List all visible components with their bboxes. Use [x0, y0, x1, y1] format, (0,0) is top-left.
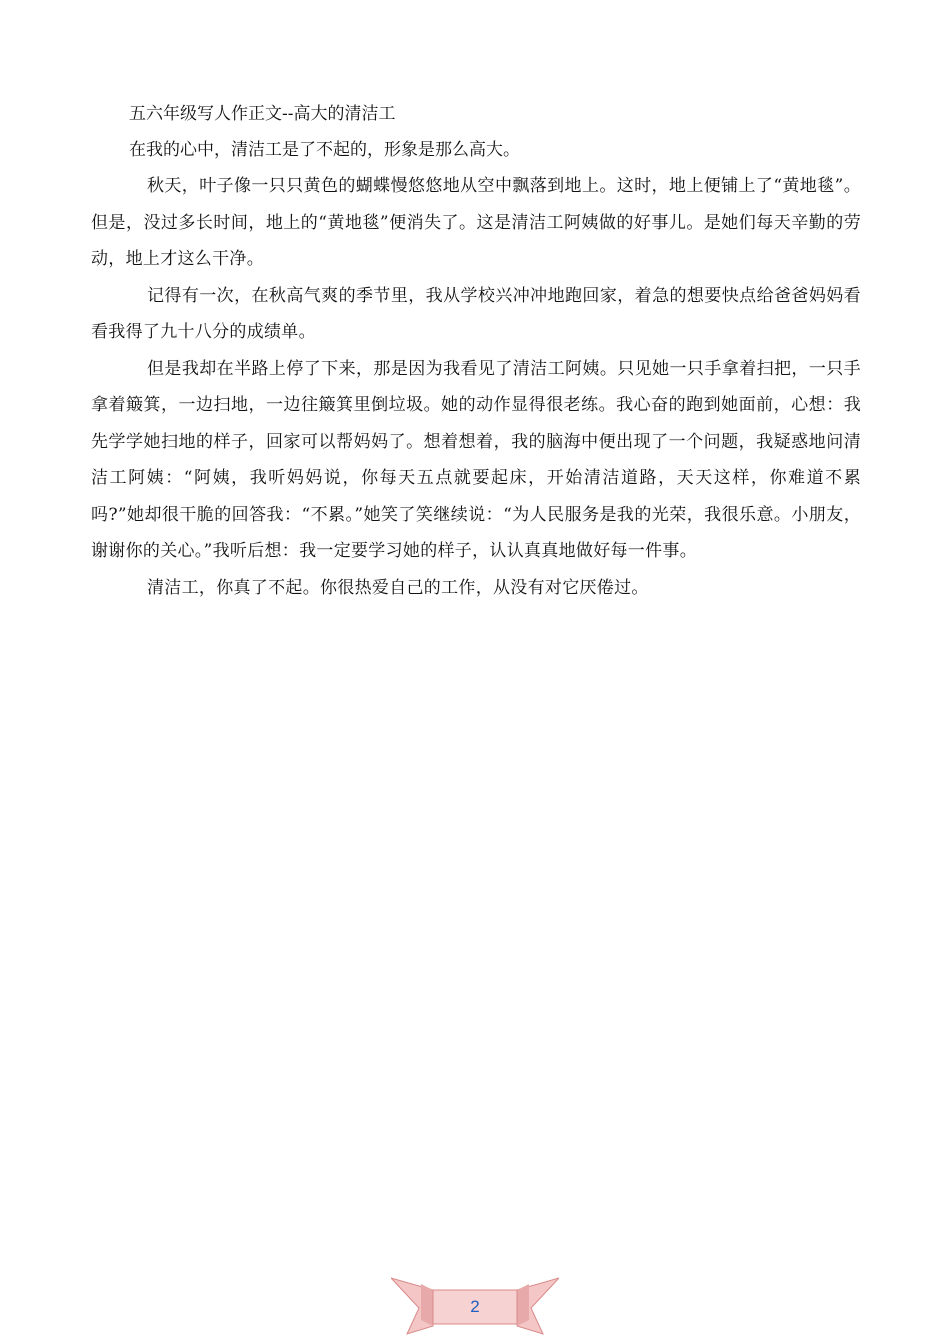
- paragraph-encounter: 但是我却在半路上停了下来，那是因为我看见了清洁工阿姨。只见她一只手拿着扫把，一只手拿着簸箕，一边扫地，一边往簸箕里倒垃圾。她的动作显得很老练。我心奋的跑到她面前，心想：我先学学她扫地的样子，回家可以帮妈妈了。想着想着，我的脑海中便出现了一个问题，我疑惑地问清洁工阿姨：“阿姨，我听妈妈说，你每天五点就要起床，开始清洁道路，天天这样，你难道不累吗?”她却很干脆的回答我：“不累。”她笑了笑继续说：“为人民服务是我的光荣，我很乐意。小朋友，谢谢你的关心。”我听后想：我一定要学习她的样子，认认真真地做好每一件事。: [91, 358, 861, 561]
- paragraph-autumn: 秋天，叶子像一只只黄色的蝴蝶慢悠悠地从空中飘落到地上。这时，地上便铺上了“黄地毯”。但是，没过多长时间，地上的“黄地毯”便消失了。这是清洁工阿姨做的好事儿。是她们每天辛勤的劳动，地上才这么干净。: [91, 176, 861, 269]
- document-title: 五六年级写人作正文--高大的清洁工: [129, 104, 396, 124]
- paragraph-conclusion: 清洁工，你真了不起。你很热爱自己的工作，从没有对它厌倦过。: [147, 577, 649, 598]
- page-number: 2: [470, 1297, 480, 1316]
- paragraph-memory: 记得有一次，在秋高气爽的季节里，我从学校兴冲冲地跑回家，着急的想要快点给爸爸妈妈看看我得了九十八分的成绩单。: [91, 285, 861, 342]
- document-body: [91, 96, 861, 606]
- intro-line: 在我的心中，清洁工是了不起的，形象是那么高大。: [129, 140, 520, 160]
